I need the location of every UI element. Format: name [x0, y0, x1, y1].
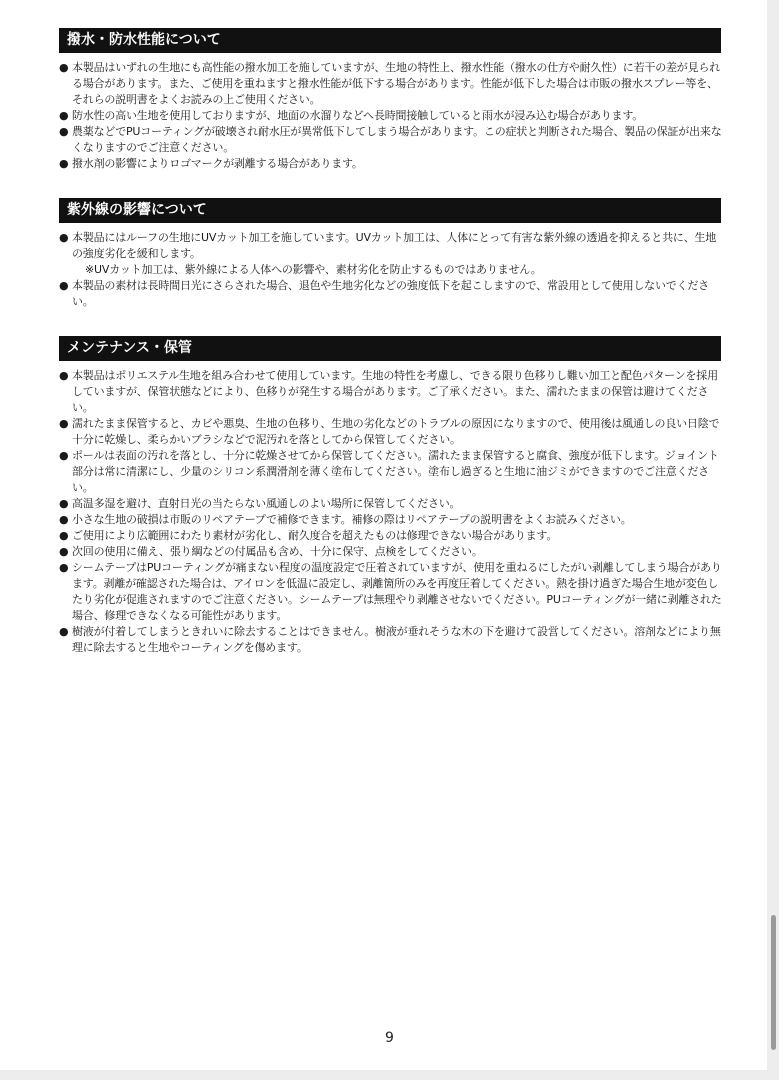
- list-item: ● 次回の使用に備え、張り綱などの付属品も含め、十分に保守、点検をしてください。: [59, 545, 483, 558]
- bullet-icon: ●: [59, 417, 69, 430]
- list-item: ● シームテープはPUコーティングが痛まない程度の温度設定で圧着されていますが、使用を重ねるにしたがい剥離してしまう場合があります。剥離が確認された場合は、アイロンを低温に設定し、剥離箇所のみを再度圧着してください。熱を掛け過ぎた場合生地が変色したり劣化が促進されますのでご注意ください。シームテープは無理やり剥離させないでください。PUコーティングが一緒に剥離された場合、修理できなくなる可能性があります。: [59, 561, 722, 622]
- list-item: ● 濡れたまま保管すると、カビや悪臭、生地の色移り、生地の劣化などのトラブルの原因になりますので、使用後は風通しの良い日陰で十分に乾燥し、柔らかいブラシなどで泥汚れを落としてから保管してください。: [59, 417, 720, 446]
- list-item: ● 本製品の素材は長時間日光にさらされた場合、退色や生地劣化などの強度低下を起こしますので、常設用として使用しないでください。: [59, 279, 709, 308]
- section-uv: [59, 198, 717, 310]
- bullet-icon: ●: [59, 61, 69, 74]
- note-text: ※UVカット加工は、紫外線による人体への影響や、素材劣化を防止するものではありません。: [85, 263, 542, 276]
- section-title: メンテナンス・保管: [59, 336, 721, 361]
- bullet-list: [59, 60, 722, 172]
- list-item: ● 本製品にはルーフの生地にUVカット加工を施しています。UVカット加工は、人体にとって有害な紫外線の透過を抑えると共に、生地の強度劣化を緩和します。 ※UVカット加工は、紫外線による人体への影響や、素材劣化を防止するものではありません。: [59, 230, 722, 278]
- list-item: ● 本製品はポリエステル生地を組み合わせて使用しています。生地の特性を考慮し、できる限り色移りし難い加工と配色パターンを採用していますが、保管状態などにより、色移りが発生する場合があります。ご了承ください。また、濡れたままの保管は避けてください。: [59, 369, 718, 414]
- bullet-icon: ●: [59, 625, 69, 638]
- bullet-icon: ●: [59, 561, 69, 574]
- bullet-icon: ●: [59, 545, 69, 558]
- list-item: ● 樹液が付着してしまうときれいに除去することはできません。樹液が垂れそうな木の下を避けて設営してください。溶剤などにより無理に除去すると生地やコーティングを傷めます。: [59, 625, 721, 654]
- bullet-icon: ●: [59, 109, 69, 122]
- list-item: ● 農薬などでPUコーティングが破壊され耐水圧が異常低下してしまう場合があります。この症状と判断された場合、製品の保証が出来なくなりますのでご注意ください。: [59, 125, 722, 154]
- list-item: ● 高温多湿を避け、直射日光の当たらない風通しのよい場所に保管してください。: [59, 497, 461, 510]
- bullet-icon: ●: [59, 157, 69, 170]
- bullet-icon: ●: [59, 449, 69, 462]
- list-item: ● 本製品はいずれの生地にも高性能の撥水加工を施していますが、生地の特性上、撥水性能（撥水の仕方や耐久性）に若干の差が見られる場合があります。また、ご使用を重ねますと撥水性能が低下する場合があります。性能が低下した場合は市販の撥水スプレー等を、それらの説明書をよくお読みの上ご使用ください。: [59, 61, 720, 106]
- bullet-list: [59, 368, 722, 656]
- list-item: ● ポールは表面の汚れを落とし、十分に乾燥させてから保管してください。濡れたまま保管すると腐食、強度が低下します。ジョイント部分は常に清潔にし、少量のシリコン系潤滑剤を薄く塗布してください。塗布し過ぎると生地に油ジミができますのでご注意ください。: [59, 449, 719, 494]
- scrollbar[interactable]: [771, 915, 776, 1050]
- list-item: ● 小さな生地の破損は市販のリペアテープで補修できます。補修の際はリペアテープの説明書をよくお読みください。: [59, 513, 632, 526]
- bullet-icon: ●: [59, 279, 69, 292]
- bullet-icon: ●: [59, 231, 69, 244]
- section-maintenance: [59, 336, 722, 656]
- bullet-icon: ●: [59, 369, 69, 382]
- page-number: 9: [385, 1030, 394, 1046]
- list-item: ● ご使用により広範囲にわたり素材が劣化し、耐久度合を超えたものは修理できない場合があります。: [59, 529, 558, 542]
- bullet-icon: ●: [59, 513, 69, 526]
- bullet-icon: ●: [59, 125, 69, 138]
- section-title: 撥水・防水性能について: [59, 28, 721, 53]
- bullet-icon: ●: [59, 497, 69, 510]
- list-item: ● 撥水剤の影響によりロゴマークが剥離する場合があります。: [59, 157, 363, 170]
- section-water-repellency: [59, 28, 722, 172]
- section-title: 紫外線の影響について: [59, 198, 721, 223]
- list-item: ● 防水性の高い生地を使用しておりますが、地面の水溜りなどへ長時間接触していると雨水が浸み込む場合があります。: [59, 109, 644, 122]
- bullet-icon: ●: [59, 529, 69, 542]
- bullet-list: [59, 230, 717, 310]
